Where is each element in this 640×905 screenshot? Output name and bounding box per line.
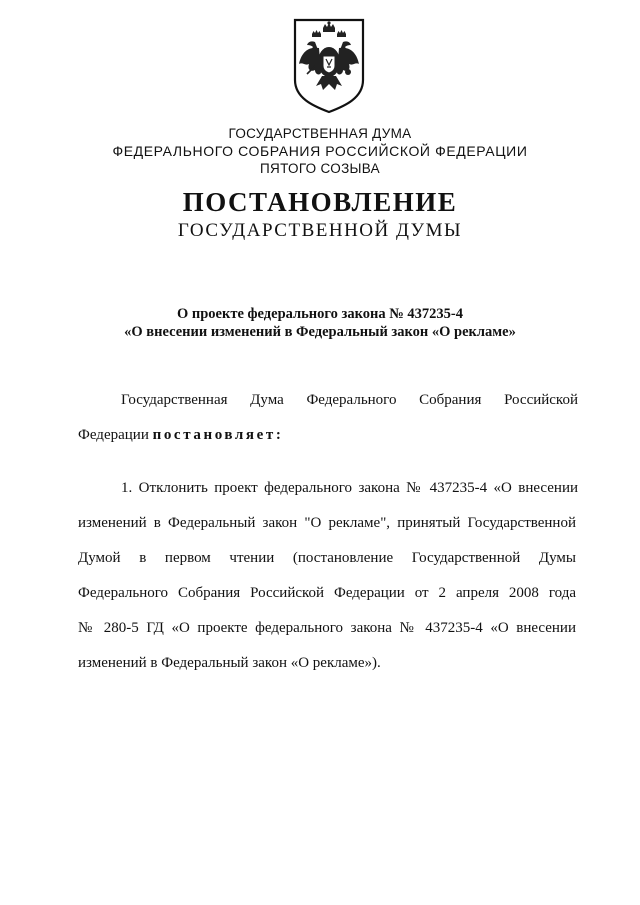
clause-1-line-4: Федерального Собрания Российской Федерации от 2 апреля 2008 года [78,585,576,601]
issuer-header-line-2: ФЕДЕРАЛЬНОГО СОБРАНИЯ РОССИЙСКОЙ ФЕДЕРАЦИИ [112,143,528,159]
clause-1-line-1: 1. Отклонить проект федерального закона № 437235-4 «О внесении [121,480,578,496]
subject-line-1: О проекте федерального закона № 437235-4 [176,306,464,322]
document-issuer-title: ГОСУДАРСТВЕННОЙ ДУМЫ [177,220,463,241]
issuer-header-line-1: ГОСУДАРСТВЕННАЯ ДУМА [228,126,412,141]
issuer-header-line-3: ПЯТОГО СОЗЫВА [260,161,380,176]
preamble-resolves-word: постановляет: [152,427,284,443]
document-type-title: ПОСТАНОВЛЕНИЕ [182,187,458,217]
russian-coat-of-arms-icon [293,18,365,114]
preamble-line-1: Государственная Дума Федерального Собрания Российской [121,392,578,408]
preamble-line-2 [78,426,576,444]
clause-1-line-5: № 280-5 ГД «О проекте федерального закона № 437235-4 «О внесении [78,620,576,636]
subject-line-2: «О внесении изменений в Федеральный закон «О рекламе» [124,324,516,340]
clause-1-line-6: изменений в Федеральный закон «О рекламе»). [78,655,381,671]
clause-1-line-2: изменений в Федеральный закон "О рекламе", принятый Государственной [78,515,576,531]
preamble-line-2-start: Федерации [78,427,149,443]
clause-1-line-3: Думой в первом чтении (постановление Государственной Думы [78,550,576,566]
